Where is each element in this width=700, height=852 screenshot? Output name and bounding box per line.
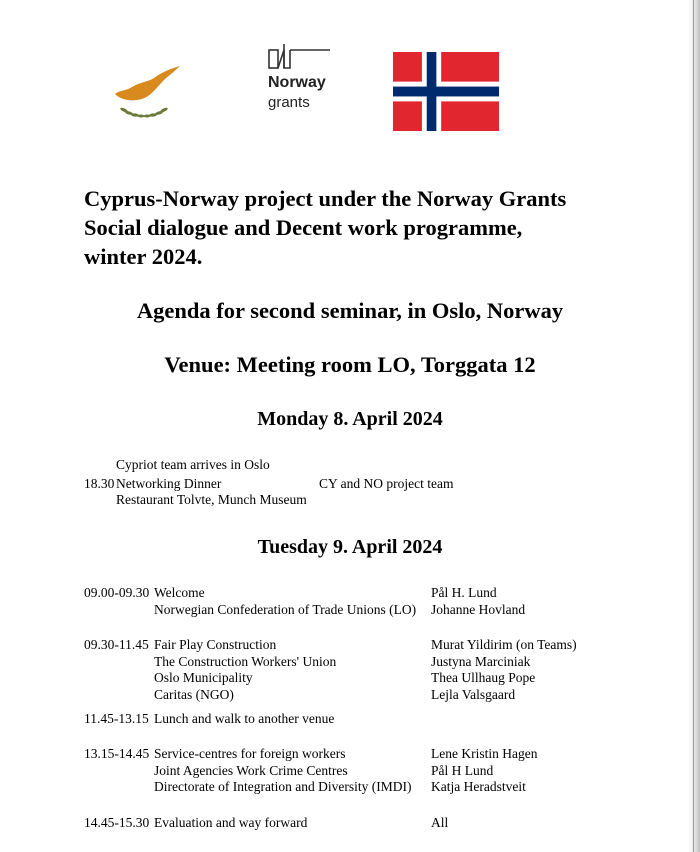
title-line: winter 2024. <box>84 244 203 269</box>
row-person: All <box>431 815 449 830</box>
row-person: Johanne Hovland <box>431 601 526 617</box>
tuesday-heading: Tuesday 9. April 2024 <box>257 536 443 558</box>
row-person: Lene Kristin Hagen <box>431 746 538 761</box>
norway-flag-icon <box>393 52 499 131</box>
row-items <box>154 585 416 618</box>
monday-heading: Monday 8. April 2024 <box>257 408 443 430</box>
row-person: Lejla Valsgaard <box>431 686 516 702</box>
row-item: Lunch and walk to another venue <box>154 711 335 726</box>
row-item: Directorate of Integration and Diversity (IMDI) <box>154 779 412 794</box>
row-person: Murat Yildirim (on Teams) <box>431 637 577 652</box>
row-item: Norwegian Confederation of Trade Unions (LO) <box>154 601 417 617</box>
norway-grants-logo <box>268 42 348 116</box>
monday-time: 18.30 <box>84 476 115 491</box>
monday-place: Restaurant Tolvte, Munch Museum <box>116 492 307 507</box>
norway-grants-mark-icon <box>268 42 332 70</box>
title-line: Cyprus-Norway project under the Norway Grants <box>84 186 567 211</box>
row-items <box>154 815 307 832</box>
row-person: Thea Ullhaug Pope <box>431 670 536 685</box>
monday-arrival: Cypriot team arrives in Oslo <box>116 457 270 472</box>
norway-grants-line1: Norway <box>268 74 326 91</box>
row-person: Katja Heradstveit <box>431 779 526 794</box>
row-item: The Construction Workers' Union <box>154 653 337 669</box>
row-people <box>431 746 537 796</box>
row-people <box>431 585 525 618</box>
row-time: 09.30-11.45 <box>84 637 149 652</box>
row-time: 11.45-13.15 <box>84 711 149 726</box>
venue-heading: Venue: Meeting room LO, Torggata 12 <box>164 352 536 377</box>
row-item: Fair Play Construction <box>154 637 277 652</box>
cyprus-emblem-icon <box>110 60 185 122</box>
row-person: Justyna Marciniak <box>431 653 531 669</box>
row-people <box>431 637 577 703</box>
title-line: Social dialogue and Decent work programme, <box>84 215 523 240</box>
row-person: Pål H. Lund <box>431 585 497 600</box>
norway-grants-line2: grants <box>268 94 310 111</box>
row-time: 14.45-15.30 <box>84 815 150 830</box>
row-people <box>431 815 448 832</box>
monday-who: CY and NO project team <box>319 476 454 491</box>
row-items <box>154 637 336 703</box>
row-time: 13.15-14.45 <box>84 746 150 761</box>
row-items <box>154 711 334 728</box>
agenda-heading: Agenda for second seminar, in Oslo, Norway <box>136 298 564 323</box>
row-item: Oslo Municipality <box>154 670 253 685</box>
row-item: Caritas (NGO) <box>154 686 234 702</box>
row-item: Evaluation and way forward <box>154 815 308 830</box>
row-item: Joint Agencies Work Crime Centres <box>154 762 348 778</box>
monday-event: Networking Dinner <box>116 476 222 491</box>
row-item: Welcome <box>154 585 205 600</box>
row-item: Service-centres for foreign workers <box>154 746 346 761</box>
row-time: 09.00-09.30 <box>84 585 150 600</box>
row-items <box>154 746 412 796</box>
document-title <box>84 184 664 271</box>
row-person: Pål H Lund <box>431 762 494 778</box>
